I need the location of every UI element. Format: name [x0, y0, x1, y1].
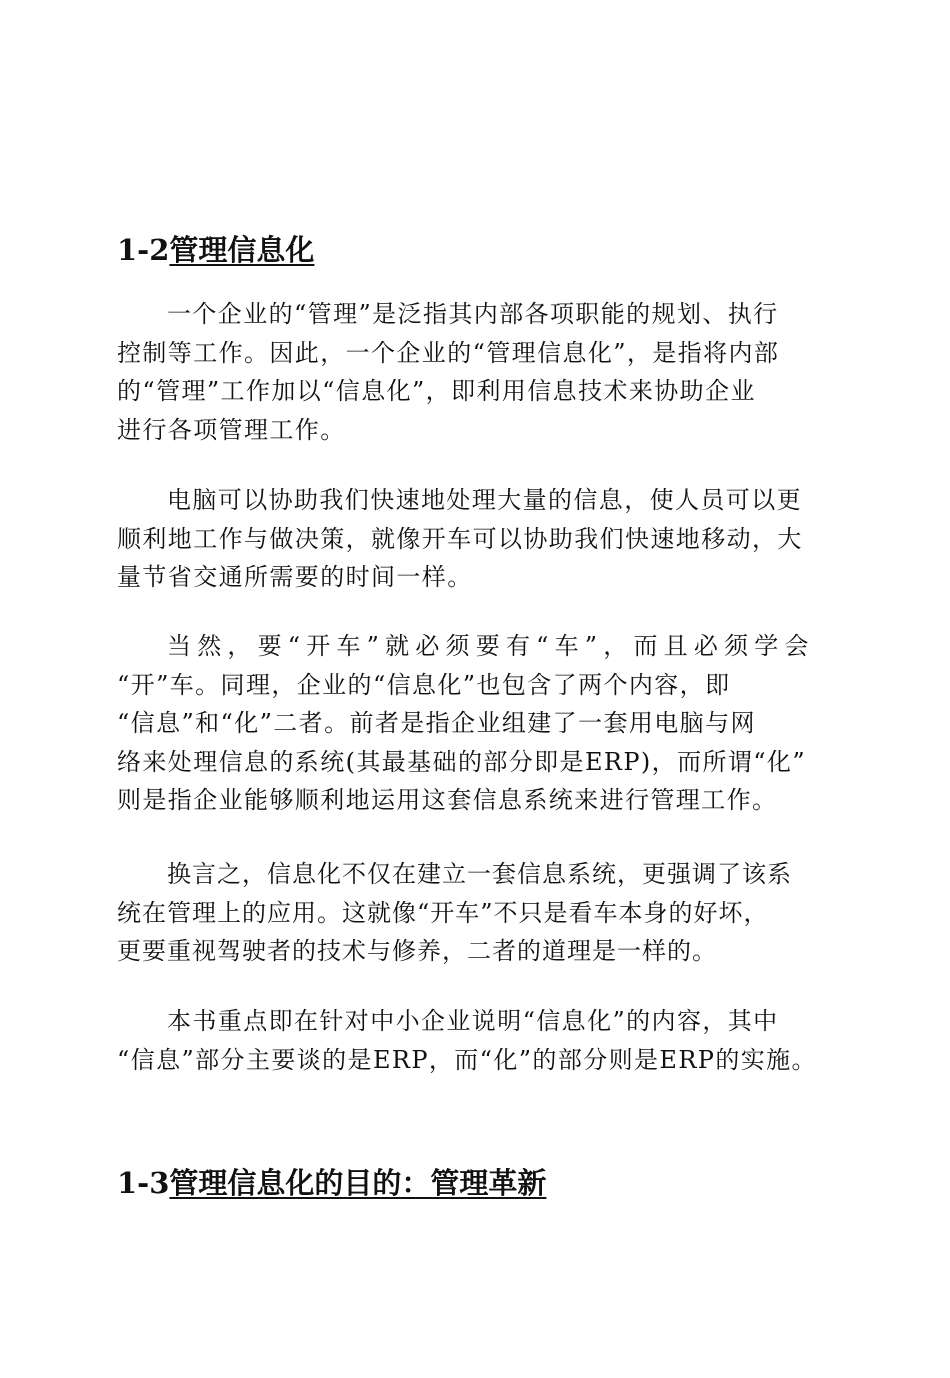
paragraph-line: 则是指企业能够顺利地运用这套信息系统来进行管理工作。	[117, 786, 778, 815]
paragraph-line: 统在管理上的应用。这就像“开车”不只是看车本身的好坏，	[117, 898, 769, 927]
paragraph-4	[117, 855, 842, 971]
paragraph-line: 一个企业的“管理”是泛指其内部各项职能的规划、执行	[167, 300, 779, 328]
paragraph-2	[117, 481, 842, 597]
paragraph-line: 当然，要“开车”就必须要有“车”，而且必须学会	[167, 632, 815, 660]
paragraph-line: 本书重点即在针对中小企业说明“信息化”的内容，其中	[167, 1007, 779, 1035]
section-title: 管理信息化	[169, 233, 315, 267]
paragraph-line: “信息”部分主要谈的是ERP，而“化”的部分则是ERP的实施。	[117, 1045, 817, 1074]
paragraph-line: 络来处理信息的系统(其最基础的部分即是ERP)，而所谓“化”	[117, 747, 807, 776]
paragraph-line: 更要重视驾驶者的技术与修养，二者的道理是一样的。	[117, 937, 717, 966]
paragraph-line: 的“管理”工作加以“信息化”，即利用信息技术来协助企业	[117, 377, 756, 406]
paragraph-line: 进行各项管理工作。	[117, 415, 346, 444]
paragraph-line: “信息”和“化”二者。前者是指企业组建了一套用电脑与网	[117, 709, 756, 738]
paragraph-line: 控制等工作。因此，一个企业的“管理信息化”，是指将内部	[117, 338, 780, 367]
section-number: 1-2	[117, 233, 170, 267]
section-heading-1-3	[117, 1163, 546, 1203]
paragraph-3	[117, 627, 842, 820]
section-number: 1-3	[117, 1166, 170, 1200]
paragraph-line: 量节省交通所需要的时间一样。	[117, 563, 473, 592]
paragraph-5	[117, 1002, 842, 1079]
paragraph-line: 电脑可以协助我们快速地处理大量的信息，使人员可以更	[167, 486, 802, 514]
paragraph-line: “开”车。同理，企业的“信息化”也包含了两个内容，即	[117, 670, 731, 699]
paragraph-line: 顺利地工作与做决策，就像开车可以协助我们快速地移动，大	[117, 524, 803, 553]
section-title: 管理信息化的目的：管理革新	[169, 1166, 547, 1200]
section-heading-1-2	[117, 230, 314, 270]
paragraph-1	[117, 295, 842, 449]
paragraph-line: 换言之，信息化不仅在建立一套信息系统，更强调了该系	[167, 860, 792, 888]
